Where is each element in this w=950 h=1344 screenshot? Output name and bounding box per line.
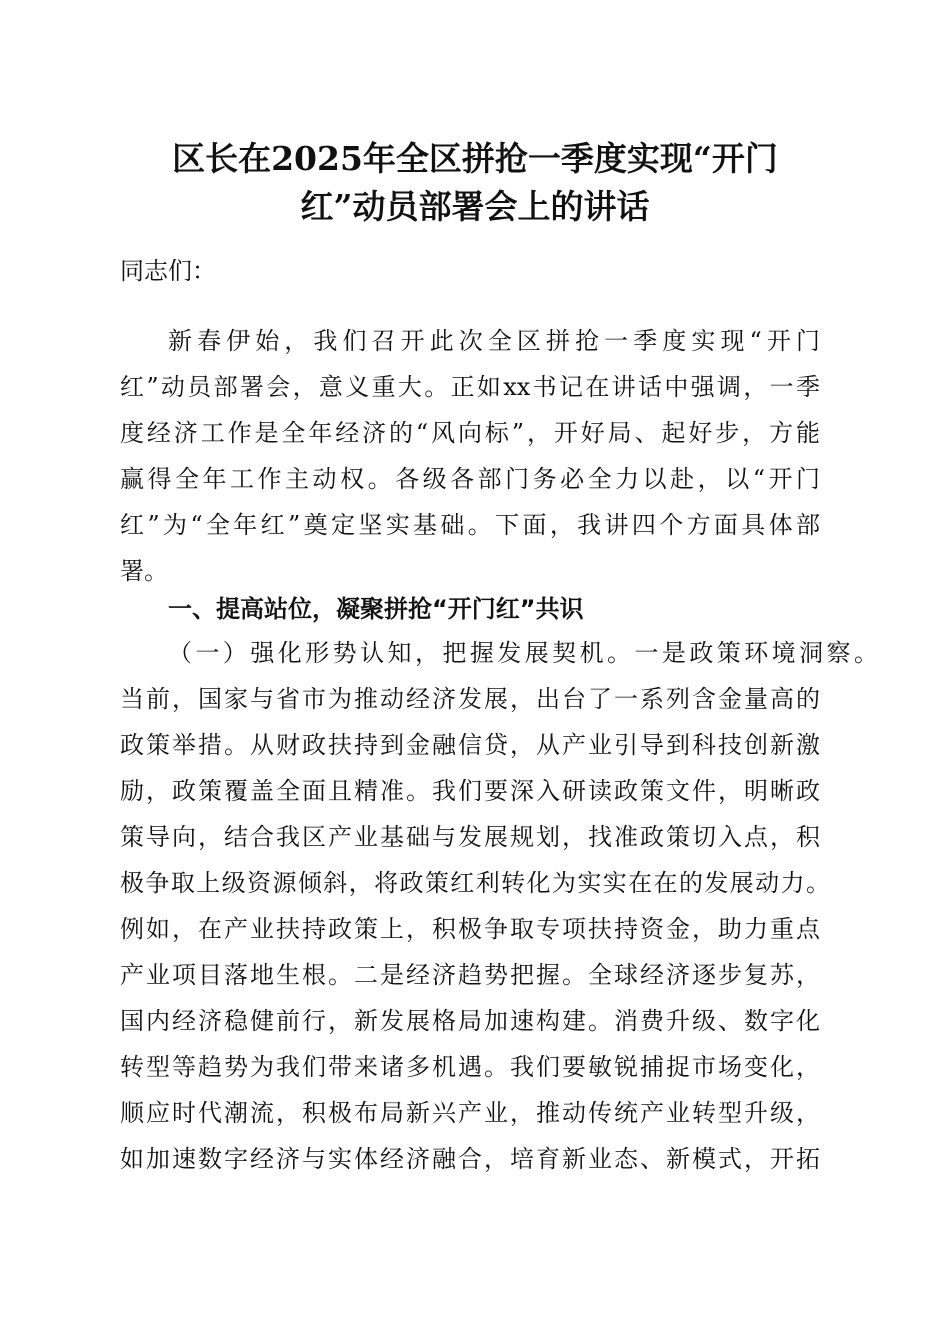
- title-line-1: 区长在2025年全区拼抢一季度实现“开门: [172, 139, 778, 178]
- salutation: 同志们：: [120, 257, 216, 285]
- sub1-line-7: 例如，在产业扶持政策上，积极争取专项扶持资金，助力重点: [120, 915, 820, 943]
- intro-line-4: 赢得全年工作主动权。各级各部门务必全力以赴，以“开门: [120, 465, 820, 493]
- sub1-line-11: 顺应时代潮流，积极布局新兴产业，推动传统产业转型升级，: [120, 1099, 820, 1127]
- sub1-line-9: 国内经济稳健前行，新发展格局加速构建。消费升级、数字化: [120, 1007, 820, 1035]
- title-line-2: 红”动员部署会上的讲话: [300, 187, 650, 226]
- sub1-line-4: 励，政策覆盖全面且精准。我们要深入研读政策文件，明晰政: [120, 777, 820, 805]
- intro-line-6: 署。: [120, 557, 168, 585]
- sub1-line-6: 极争取上级资源倾斜，将政策红利转化为实实在在的发展动力。: [120, 869, 830, 897]
- intro-line-2: 红”动员部署会，意义重大。正如xx书记在讲话中强调，一季: [120, 373, 820, 401]
- sub1-line-5: 策导向，结合我区产业基础与发展规划，找准政策切入点，积: [120, 823, 820, 851]
- sub1-line-2: 当前，国家与省市为推动经济发展，出台了一系列含金量高的: [120, 685, 820, 713]
- sub1-line-10: 转型等趋势为我们带来诸多机遇。我们要敏锐捕捉市场变化，: [120, 1053, 820, 1081]
- sub1-line-12: 如加速数字经济与实体经济融合，培育新业态、新模式，开拓: [120, 1145, 820, 1173]
- sub1-line-1: （一）强化形势认知，把握发展契机。一是政策环境洞察。: [168, 639, 878, 667]
- intro-line-1: 新春伊始，我们召开此次全区拼抢一季度实现“开门: [168, 327, 820, 355]
- section-1-heading: 一、提高站位，凝聚拼抢“开门红”共识: [168, 595, 584, 623]
- intro-line-5: 红”为“全年红”奠定坚实基础。下面，我讲四个方面具体部: [120, 511, 820, 539]
- intro-line-3: 度经济工作是全年经济的“风向标”，开好局、起好步，方能: [120, 419, 820, 447]
- sub1-line-8: 产业项目落地生根。二是经济趋势把握。全球经济逐步复苏，: [120, 961, 820, 989]
- sub1-line-3: 政策举措。从财政扶持到金融信贷，从产业引导到科技创新激: [120, 731, 820, 759]
